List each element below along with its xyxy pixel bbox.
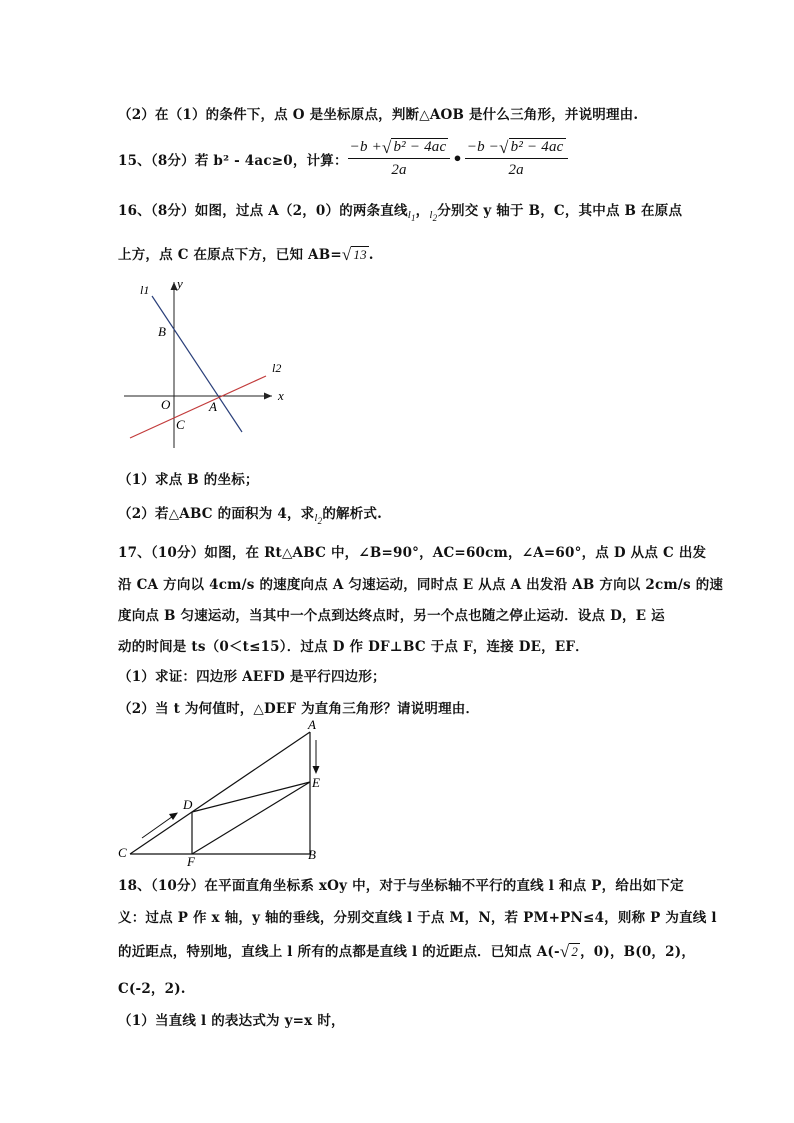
q16-part2-a: （2）若△ABC 的面积为 4，求 bbox=[118, 506, 315, 522]
q17-segment-DE bbox=[192, 782, 310, 812]
q16-part2 bbox=[118, 502, 383, 527]
q17-triangle-figure bbox=[114, 716, 330, 866]
q16-l2-letter: l bbox=[429, 209, 433, 221]
q16-line-l2 bbox=[130, 376, 266, 438]
q17-arrowhead-CA bbox=[169, 813, 178, 821]
q16-part2-l-sub: 2 bbox=[317, 516, 323, 527]
q16-line2-a: 上方，点 C 在原点下方，已知 AB= bbox=[118, 247, 342, 263]
q18-sqrt2: √ 2 bbox=[559, 942, 579, 961]
q16-line2-end: . bbox=[368, 247, 374, 263]
q18-line3 bbox=[118, 940, 695, 960]
q16-coordinate-graph bbox=[118, 272, 298, 454]
q14-part2: （2）在（1）的条件下，点 O 是坐标原点，判断△AOB 是什么三角形，并说明理由. bbox=[118, 107, 639, 123]
q16-l1-label bbox=[407, 209, 416, 224]
q15-prefix: 15、（8分）若 b² - 4ac≥0，计算： bbox=[118, 152, 348, 169]
q17-segment-EF bbox=[192, 782, 310, 854]
q15-frac1-sqrt: √ b² − 4ac bbox=[381, 138, 447, 157]
q16-line1-b: 分别交 y 轴于 B，C，其中点 B 在原点 bbox=[437, 203, 683, 219]
q17-line1: 17、（10分）如图，在 Rt△ABC 中，∠B=90°，AC=60cm，∠A=60°，点 D 从点 C 出发 bbox=[118, 545, 707, 561]
q17-line4: 动的时间是 ts（0＜t≤15）．过点 D 作 DF⊥BC 于点 F，连接 DE，EF． bbox=[118, 639, 589, 655]
q17-label-C: C bbox=[118, 845, 127, 860]
q17-label-F: F bbox=[187, 854, 195, 866]
q16-radicand: 13 bbox=[353, 247, 367, 262]
q18-line4: C(-2，2). bbox=[118, 981, 186, 997]
q16-l1-letter: l bbox=[407, 209, 411, 221]
q17-label-E: E bbox=[312, 775, 320, 790]
q16-graph-l2-label: l2 bbox=[272, 361, 282, 375]
q16-graph-O-label: O bbox=[161, 397, 171, 412]
q17-arrowhead-AB bbox=[313, 766, 320, 774]
q15-frac2-denominator: 2a bbox=[508, 162, 524, 178]
q16-x-arrow bbox=[264, 393, 272, 400]
q15-frac2-num-a: −b − bbox=[466, 139, 500, 155]
q16-graph-y-label: y bbox=[177, 276, 183, 291]
q16-line1 bbox=[118, 199, 683, 224]
q16-part2-b: 的解析式. bbox=[322, 506, 383, 522]
q15-line bbox=[118, 138, 568, 179]
q16-graph-B-label: B bbox=[158, 324, 166, 339]
q18-line3-b: ，0)，B(0，2)， bbox=[580, 944, 696, 960]
q15-dot: • bbox=[452, 149, 463, 168]
q17-part1: （1）求证：四边形 AEFD 是平行四边形； bbox=[118, 669, 386, 685]
q18-radicand: 2 bbox=[571, 944, 579, 959]
q17-label-A: A bbox=[308, 717, 316, 732]
q18-part1: （1）当直线 l 的表达式为 y=x 时， bbox=[118, 1013, 345, 1029]
q17-label-D: D bbox=[183, 797, 193, 812]
q15-fraction-2 bbox=[465, 138, 568, 179]
q16-part2-l-letter: l bbox=[314, 512, 318, 524]
q16-l2-label bbox=[429, 209, 438, 224]
q16-graph-C-label: C bbox=[176, 417, 185, 432]
q16-line2 bbox=[118, 243, 374, 263]
q16-part1: （1）求点 B 的坐标； bbox=[118, 472, 259, 488]
q16-graph-A-label: A bbox=[209, 399, 217, 414]
q16-graph-l1-label: l1 bbox=[140, 283, 150, 297]
q15-frac2-radicand: b² − 4ac bbox=[510, 139, 564, 155]
q16-l2-sub: 2 bbox=[432, 213, 438, 224]
q15-fraction-1 bbox=[348, 138, 451, 179]
q16-graph-x-label: x bbox=[278, 388, 284, 403]
q18-line2: 义：过点 P 作 x 轴，y 轴的垂线，分别交直线 l 于点 M，N，若 PM+PN≤4，则称 P 为直线 l bbox=[118, 910, 717, 926]
q15-frac2-sqrt: √ b² − 4ac bbox=[499, 138, 564, 157]
q15-frac1-num-a: −b + bbox=[349, 139, 382, 155]
q15-frac1-radicand: b² − 4ac bbox=[393, 139, 447, 155]
q16-line1-a: 16、（8分）如图，过点 A（2，0）的两条直线 bbox=[118, 203, 408, 219]
q17-part2: （2）当 t 为何值时，△DEF 为直角三角形？请说明理由． bbox=[118, 701, 480, 717]
q18-line3-a: 的近距点，特别地，直线上 l 所有的点都是直线 l 的近距点．已知点 A(- bbox=[118, 944, 560, 960]
q15-frac1-denominator: 2a bbox=[391, 162, 407, 178]
q17-label-B: B bbox=[308, 847, 316, 862]
q16-l1-sub: 1 bbox=[410, 213, 416, 224]
q17-line3: 度向点 B 匀速运动，当其中一个点到达终点时，另一个点也随之停止运动．设点 D，E 运 bbox=[118, 608, 665, 624]
q16-comma: ， bbox=[415, 203, 430, 219]
q16-part2-l2 bbox=[314, 512, 323, 527]
q18-line1: 18、（10分）在平面直角坐标系 xOy 中，对于与坐标轴不平行的直线 l 和点 P，给出如下定 bbox=[118, 878, 684, 894]
q17-line2: 沿 CA 方向以 4cm/s 的速度向点 A 匀速运动，同时点 E 从点 A 出发沿 AB 方向以 2cm/s 的速 bbox=[118, 577, 724, 593]
q17-side-CA bbox=[130, 732, 310, 854]
q16-sqrt13: √ 13 bbox=[341, 245, 367, 264]
